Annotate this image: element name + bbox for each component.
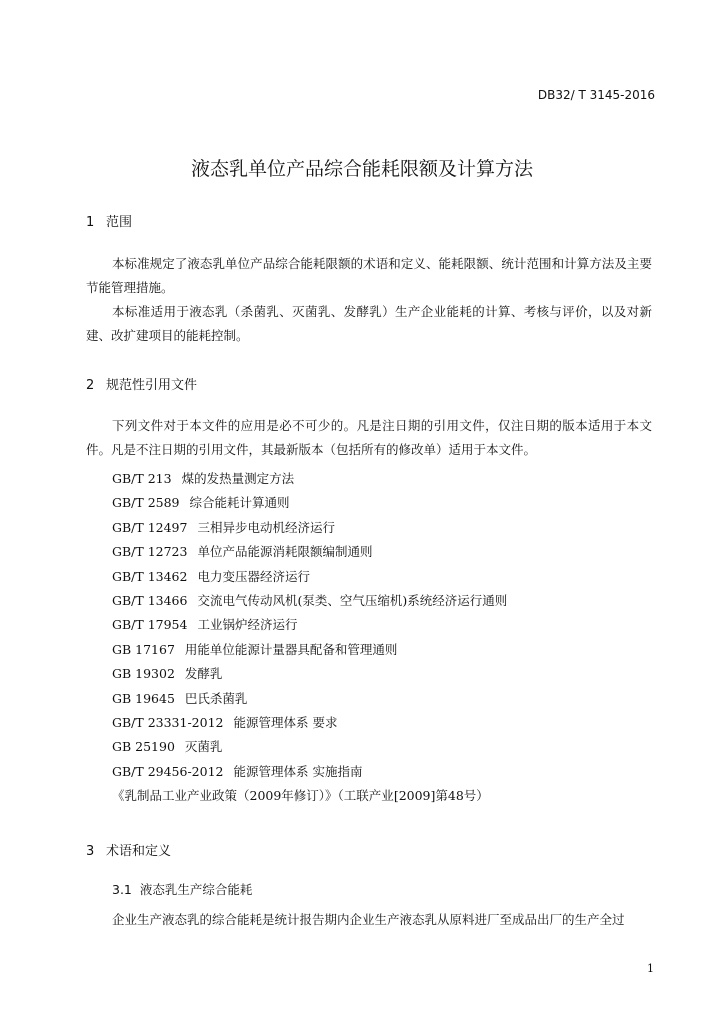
reference-item	[112, 516, 507, 540]
reference-item	[112, 662, 507, 686]
reference-title: 发酵乳	[184, 666, 223, 682]
reference-code: GB/T 13466	[112, 592, 188, 608]
reference-code: GB/T 12723	[112, 544, 188, 560]
document-code: DB32/ T 3145-2016	[537, 88, 655, 102]
reference-code: GB/T 29456-2012	[112, 763, 224, 779]
reference-item	[112, 638, 507, 662]
reference-title: 《乳制品工业产业政策（2009年修订）》（工联产业[2009]第48号）	[112, 788, 489, 804]
reference-title: 工业锅炉经济运行	[197, 617, 298, 633]
reference-code: GB/T 23331-2012	[112, 714, 224, 730]
subsection-number: 3.1	[112, 882, 132, 897]
section-1-paragraph-2: 本标准适用于液态乳（杀菌乳、灭菌乳、发酵乳）生产企业能耗的计算、考核与评价，以及对新建、改扩建项目的能耗控制。	[86, 304, 652, 343]
reference-title: 能源管理体系 要求	[233, 714, 338, 730]
reference-title: 灭菌乳	[184, 739, 223, 755]
reference-title: 三相异步电动机经济运行	[197, 519, 335, 535]
reference-item	[112, 613, 507, 637]
subsection-3-1-heading	[112, 880, 252, 898]
section-title: 规范性引用文件	[106, 378, 198, 393]
reference-title: 用能单位能源计量器具配备和管理通则	[184, 641, 398, 657]
section-number: 3	[86, 844, 95, 859]
section-1-paragraph-1: 本标准规定了液态乳单位产品综合能耗限额的术语和定义、能耗限额、统计范围和计算方法及主要节能管理措施。	[86, 256, 652, 295]
reference-title: 电力变压器经济运行	[197, 568, 310, 584]
reference-item	[112, 565, 507, 589]
reference-item	[112, 760, 507, 784]
section-title: 术语和定义	[106, 844, 172, 859]
reference-title: 综合能耗计算通则	[189, 495, 290, 511]
reference-item	[112, 467, 507, 491]
reference-code: GB/T 213	[112, 471, 172, 486]
reference-title: 单位产品能源消耗限额编制通则	[197, 544, 373, 560]
reference-title: 巴氏杀菌乳	[184, 690, 248, 706]
reference-item	[112, 589, 507, 613]
reference-title: 交流电气传动风机(泵类、空气压缩机)系统经济运行通则	[197, 592, 508, 608]
reference-title: 煤的发热量测定方法	[181, 471, 295, 486]
section-1-heading	[86, 211, 132, 230]
reference-code: GB/T 17954	[112, 617, 188, 633]
reference-item	[112, 711, 507, 735]
reference-item	[112, 735, 507, 759]
reference-code: GB 19645	[112, 690, 175, 706]
normative-references-list	[112, 467, 507, 808]
reference-title: 能源管理体系 实施指南	[233, 763, 363, 779]
section-title: 范围	[106, 215, 133, 230]
section-2-paragraph: 下列文件对于本文件的应用是必不可少的。凡是注日期的引用文件，仅注日期的版本适用于本文件。凡是不注日期的引用文件，其最新版本（包括所有的修改单）适用于本文件。	[86, 418, 652, 457]
reference-item	[112, 491, 507, 515]
reference-code: GB/T 13462	[112, 568, 188, 584]
section-2-heading	[86, 374, 197, 393]
reference-code: GB 19302	[112, 666, 175, 682]
section-number: 2	[86, 378, 95, 393]
reference-code: GB/T 2589	[112, 495, 180, 511]
reference-code: GB/T 12497	[112, 519, 188, 535]
subsection-title: 液态乳生产综合能耗	[139, 882, 253, 897]
page-number: 1	[647, 962, 654, 975]
reference-code: GB 17167	[112, 641, 175, 657]
reference-item	[112, 540, 507, 564]
section-number: 1	[86, 215, 95, 230]
reference-code: GB 25190	[112, 739, 175, 755]
document-title: 液态乳单位产品综合能耗限额及计算方法	[190, 158, 533, 180]
section-3-heading	[86, 840, 171, 859]
subsection-3-1-paragraph: 企业生产液态乳的综合能耗是统计报告期内企业生产液态乳从原料进厂至成品出厂的生产全过	[112, 912, 625, 927]
reference-item	[112, 784, 507, 808]
reference-item	[112, 687, 507, 711]
